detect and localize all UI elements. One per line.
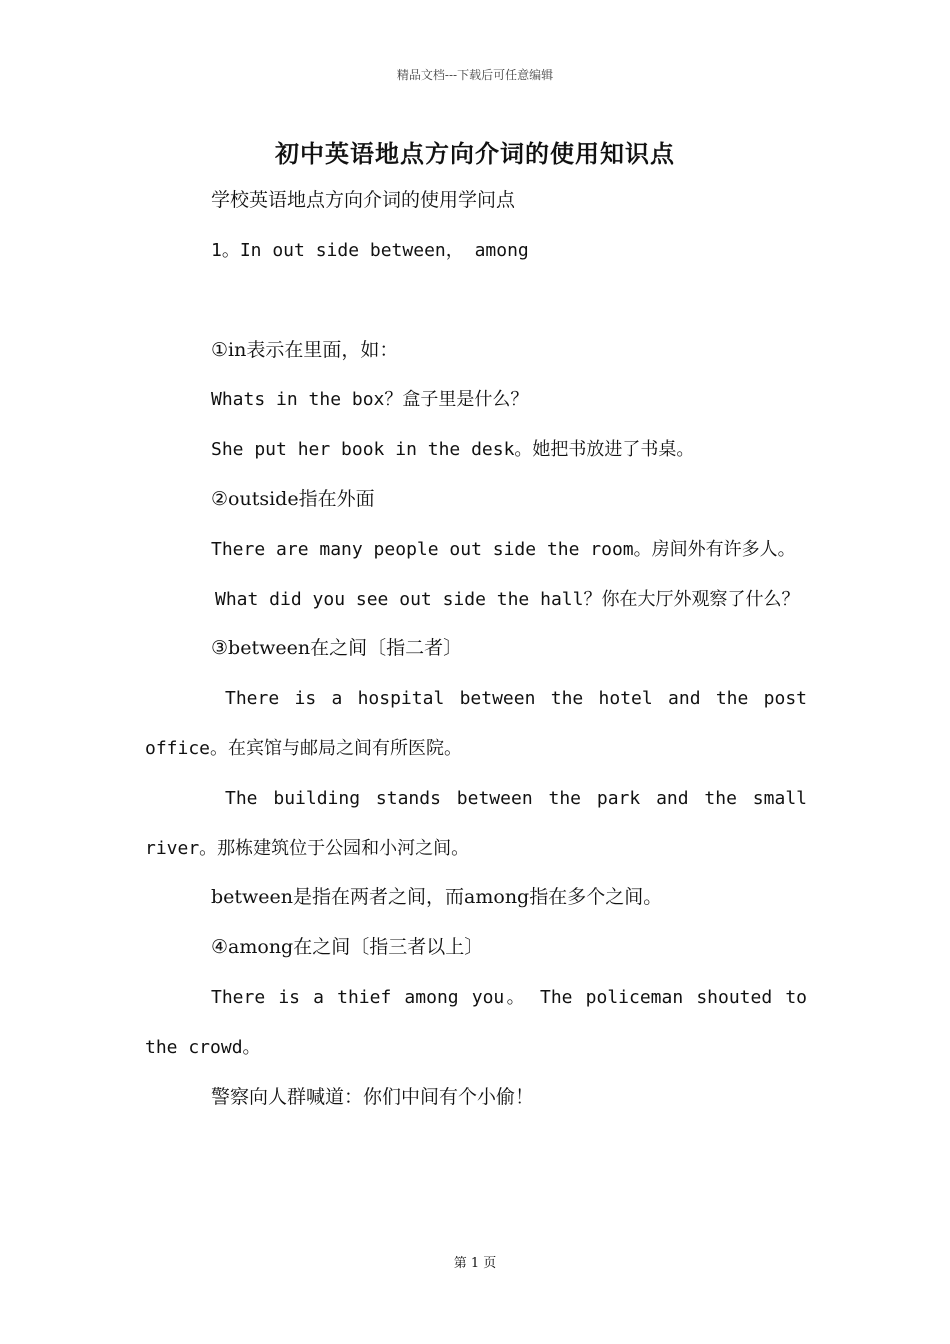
example-paragraph: There is a thief among you。 The policeman shouted to the crowd。	[145, 986, 807, 1058]
example-paragraph: What did you see out side the hall？你在大厅外观察了什么？	[215, 588, 800, 610]
page-header: 精品文档---下载后可任意编辑	[396, 68, 554, 82]
section-between-heading: ③between在之间〔指二者〕	[211, 637, 463, 660]
subtitle-paragraph: 学校英语地点方向介词的使用学问点	[211, 189, 516, 211]
topic-heading: 1。In out side between， among	[211, 239, 529, 261]
page-footer: 第 1 页	[453, 1256, 497, 1271]
example-paragraph: Whats in the box？盒子里是什么？	[211, 389, 529, 411]
document-title: 初中英语地点方向介词的使用知识点	[275, 139, 675, 168]
example-paragraph: She put her book in the desk。她把书放进了书桌。	[211, 439, 695, 461]
example-paragraph: There is a hospital between the hotel and the post office。在宾馆与邮局之间有所医院。	[145, 688, 807, 759]
section-outside-heading: ②outside指在外面	[211, 487, 375, 510]
document-body	[145, 176, 807, 1122]
translation-paragraph: 警察向人群喊道：你们中间有个小偷！	[211, 1085, 535, 1108]
example-paragraph: There are many people out side the room。房间外有许多人。	[211, 538, 796, 560]
note-paragraph: between是指在两者之间，而among指在多个之间。	[211, 886, 663, 909]
section-among-heading: ④among在之间〔指三者以上〕	[211, 936, 484, 959]
example-paragraph: The building stands between the park and the small river。那栋建筑位于公园和小河之间。	[145, 787, 807, 859]
section-in-heading: ①in表示在里面，如：	[211, 338, 399, 361]
